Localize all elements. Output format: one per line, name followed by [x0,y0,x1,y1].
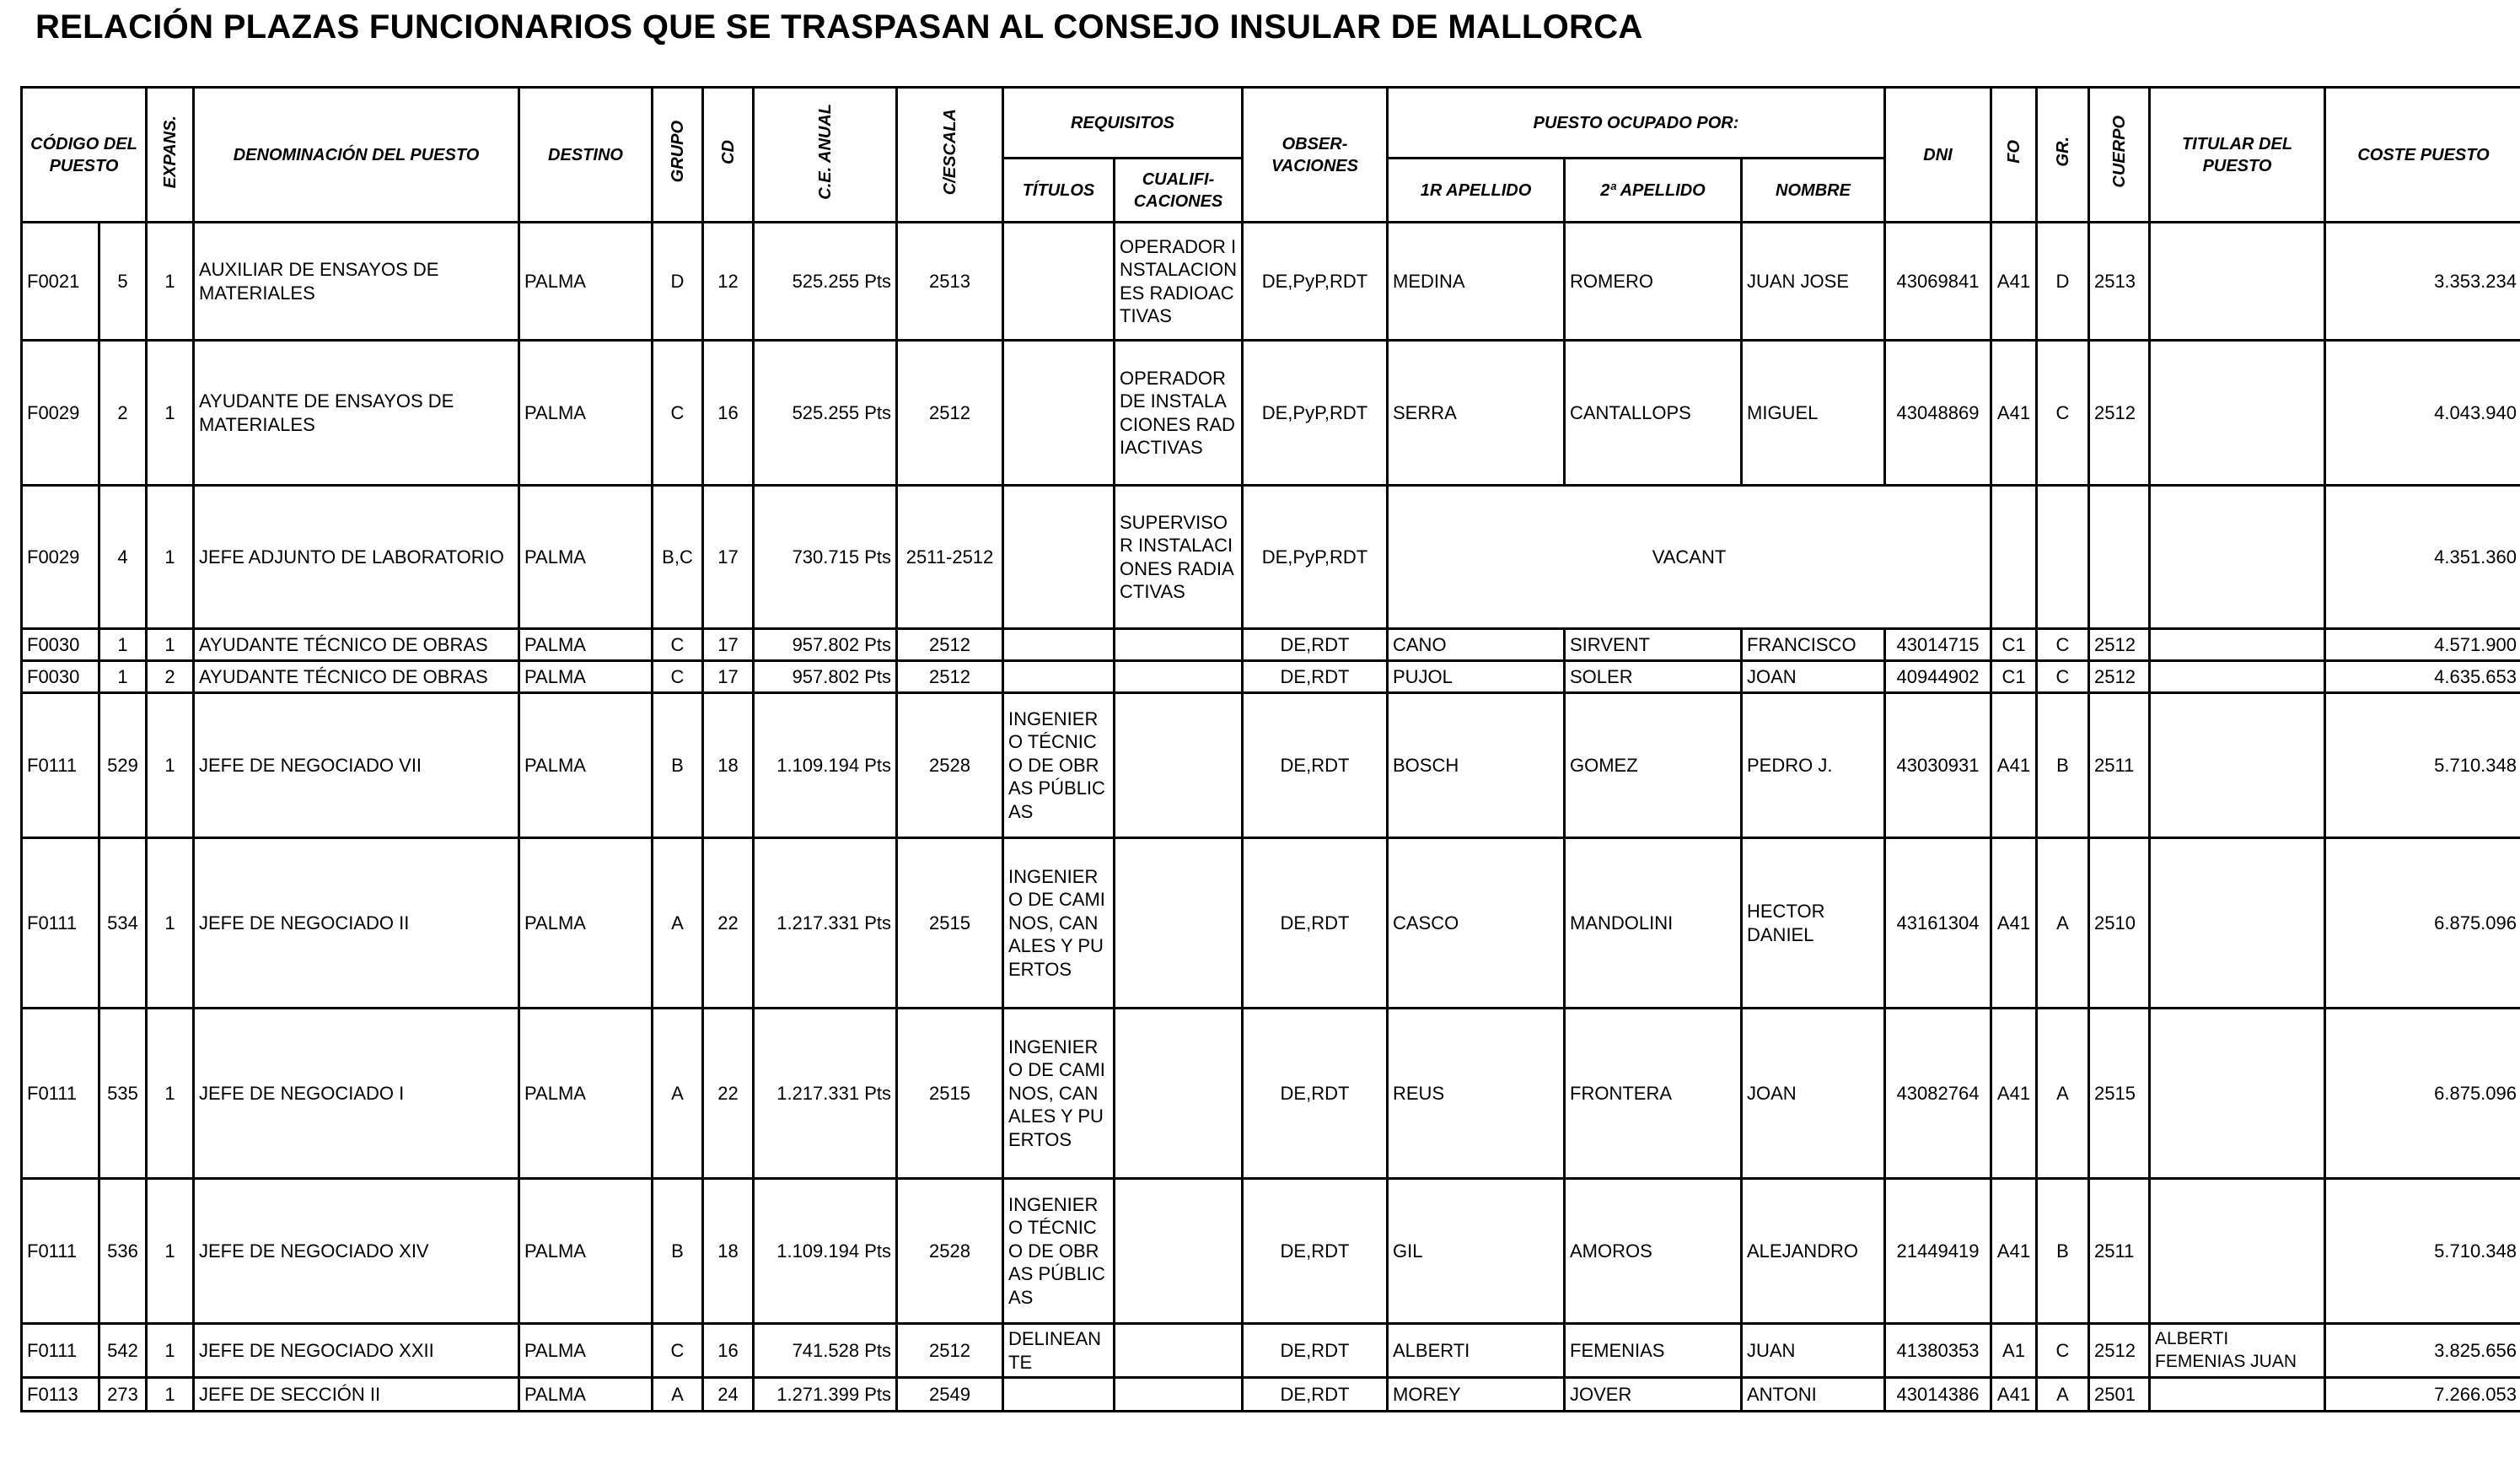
cell-titulos [1003,1378,1115,1412]
cell-codigo: F0111 [22,1009,99,1179]
cell-exp: 1 [147,693,194,838]
cell-fo: A41 [1991,1179,2037,1324]
cell-nombre: JOAN [1742,661,1885,693]
cell-coste: 4.043.940 [2325,341,2520,486]
cell-cuerpo: 2513 [2089,223,2150,341]
table-row [22,1179,2520,1324]
cell-cescala: 2512 [897,661,1003,693]
cell-denominacion: AYUDANTE DE ENSAYOS DE MATERIALES [194,341,519,486]
cell-grupo: D [653,223,703,341]
cell-apellido2: GOMEZ [1565,693,1742,838]
cell-codigo: F0113 [22,1378,99,1412]
cell-codigo: F0111 [22,1179,99,1324]
cell-gr: B [2037,693,2089,838]
cell-apellido2: SIRVENT [1565,629,1742,661]
cell-denominacion: AUXILIAR DE ENSAYOS DE MATERIALES [194,223,519,341]
cell-num: 542 [99,1324,147,1378]
cell-codigo: F0029 [22,486,99,629]
table-row [22,223,2520,341]
cell-destino: PALMA [519,1378,653,1412]
cell-titulos [1003,486,1115,629]
cell-num: 529 [99,693,147,838]
cell-fo: A41 [1991,1009,2037,1179]
cell-denominacion: JEFE DE NEGOCIADO VII [194,693,519,838]
cell-cescala: 2528 [897,693,1003,838]
header-cuerpo: CUERPO [2089,88,2150,223]
cell-dni: 43161304 [1885,838,1991,1009]
cell-observaciones: DE,RDT [1243,838,1388,1009]
cell-cd: 17 [703,486,754,629]
cell-cuerpo: 2512 [2089,629,2150,661]
cell-titulos [1003,661,1115,693]
cell-coste: 5.710.348 [2325,1179,2520,1324]
cell-denominacion: AYUDANTE TÉCNICO DE OBRAS [194,661,519,693]
cell-coste: 6.875.096 [2325,1009,2520,1179]
cell-apellido2: JOVER [1565,1378,1742,1412]
cell-num: 4 [99,486,147,629]
header-apellido1: 1R APELLIDO [1388,159,1565,223]
cell-dni: 21449419 [1885,1179,1991,1324]
cell-apellido2: SOLER [1565,661,1742,693]
header-denominacion: DENOMINACIÓN DEL PUESTO [194,88,519,223]
cell-observaciones: DE,RDT [1243,1009,1388,1179]
cell-cuerpo: 2512 [2089,1324,2150,1378]
cell-nombre: JUAN [1742,1324,1885,1378]
cell-cescala: 2515 [897,1009,1003,1179]
cell-titular [2150,661,2325,693]
cell-nombre: JUAN JOSE [1742,223,1885,341]
positions-table [20,86,2520,1412]
cell-cescala: 2515 [897,838,1003,1009]
cell-num: 1 [99,629,147,661]
cell-num: 1 [99,661,147,693]
cell-destino: PALMA [519,1179,653,1324]
cell-grupo: A [653,1009,703,1179]
cell-exp: 1 [147,486,194,629]
header-observaciones: OBSER-VACIONES [1243,88,1388,223]
cell-titular [2150,223,2325,341]
cell-nombre: ALEJANDRO [1742,1179,1885,1324]
cell-denominacion: JEFE DE NEGOCIADO I [194,1009,519,1179]
cell-nombre: PEDRO J. [1742,693,1885,838]
cell-nombre: JOAN [1742,1009,1885,1179]
cell-apellido1: MOREY [1388,1378,1565,1412]
cell-ce: 957.802 Pts [754,661,897,693]
cell-num: 536 [99,1179,147,1324]
header-cualificaciones: CUALIFI-CACIONES [1115,159,1243,223]
cell-denominacion: JEFE DE NEGOCIADO XXII [194,1324,519,1378]
cell-nombre: MIGUEL [1742,341,1885,486]
cell-cualificaciones: OPERADOR DE INSTALACIONES RADIACTIVAS [1115,341,1243,486]
cell-destino: PALMA [519,1009,653,1179]
cell-gr: A [2037,1378,2089,1412]
cell-fo [1991,486,2037,629]
cell-apellido1: GIL [1388,1179,1565,1324]
cell-dni: 43082764 [1885,1009,1991,1179]
cell-cualificaciones [1115,693,1243,838]
cell-observaciones: DE,RDT [1243,1324,1388,1378]
header-cd: CD [703,88,754,223]
cell-cualificaciones: SUPERVISOR INSTALACIONES RADIACTIVAS [1115,486,1243,629]
cell-destino: PALMA [519,341,653,486]
cell-dni: 43048869 [1885,341,1991,486]
table-row [22,341,2520,486]
cell-titular [2150,1009,2325,1179]
header-dni: DNI [1885,88,1991,223]
cell-cuerpo [2089,486,2150,629]
cell-apellido2: ROMERO [1565,223,1742,341]
cell-apellido2: MANDOLINI [1565,838,1742,1009]
cell-exp: 1 [147,629,194,661]
cell-exp: 1 [147,1179,194,1324]
cell-ce: 1.109.194 Pts [754,1179,897,1324]
cell-fo: C1 [1991,661,2037,693]
cell-coste: 4.571.900 [2325,629,2520,661]
cell-codigo: F0111 [22,693,99,838]
cell-grupo: A [653,838,703,1009]
cell-destino: PALMA [519,1324,653,1378]
cell-nombre: FRANCISCO [1742,629,1885,661]
cell-gr: D [2037,223,2089,341]
cell-fo: A41 [1991,838,2037,1009]
header-titulos: TÍTULOS [1003,159,1115,223]
header-ce-anual: C.E. ANUAL [754,88,897,223]
cell-exp: 1 [147,223,194,341]
cell-ce: 525.255 Pts [754,223,897,341]
cell-gr: C [2037,341,2089,486]
cell-codigo: F0021 [22,223,99,341]
cell-cualificaciones [1115,1324,1243,1378]
cell-gr [2037,486,2089,629]
cell-cualificaciones [1115,629,1243,661]
cell-dni: 43030931 [1885,693,1991,838]
header-nombre: NOMBRE [1742,159,1885,223]
header-expans: EXPANS. [147,88,194,223]
cell-cd: 18 [703,693,754,838]
cell-denominacion: AYUDANTE TÉCNICO DE OBRAS [194,629,519,661]
cell-titulos: INGENIERO DE CAMINOS, CANALES Y PUERTOS [1003,838,1115,1009]
cell-observaciones: DE,PyP,RDT [1243,486,1388,629]
cell-fo: C1 [1991,629,2037,661]
cell-fo: A41 [1991,223,2037,341]
cell-cualificaciones [1115,661,1243,693]
cell-cd: 24 [703,1378,754,1412]
cell-observaciones: DE,RDT [1243,661,1388,693]
cell-observaciones: DE,PyP,RDT [1243,341,1388,486]
cell-coste: 4.635.653 [2325,661,2520,693]
cell-cualificaciones [1115,1378,1243,1412]
cell-dni: 41380353 [1885,1324,1991,1378]
header-cescala: C/ESCALA [897,88,1003,223]
cell-titulos: INGENIERO DE CAMINOS, CANALES Y PUERTOS [1003,1009,1115,1179]
cell-gr: A [2037,838,2089,1009]
cell-titular [2150,1179,2325,1324]
cell-denominacion: JEFE DE SECCIÓN II [194,1378,519,1412]
cell-cuerpo: 2511 [2089,693,2150,838]
cell-cescala: 2511-2512 [897,486,1003,629]
cell-cescala: 2549 [897,1378,1003,1412]
cell-ce: 1.271.399 Pts [754,1378,897,1412]
table-row [22,838,2520,1009]
header-fo: FO [1991,88,2037,223]
cell-dni: 43069841 [1885,223,1991,341]
table-row [22,1324,2520,1378]
cell-titular [2150,341,2325,486]
cell-coste: 4.351.360 [2325,486,2520,629]
cell-exp: 1 [147,1324,194,1378]
cell-destino: PALMA [519,661,653,693]
table-row [22,693,2520,838]
cell-cuerpo: 2510 [2089,838,2150,1009]
cell-titulos: INGENIERO TÉCNICO DE OBRAS PÚBLICAS [1003,1179,1115,1324]
cell-exp: 1 [147,838,194,1009]
cell-apellido2: CANTALLOPS [1565,341,1742,486]
cell-fo: A41 [1991,341,2037,486]
cell-cuerpo: 2515 [2089,1009,2150,1179]
table-row [22,1009,2520,1179]
cell-nombre: ANTONI [1742,1378,1885,1412]
cell-dni: 43014715 [1885,629,1991,661]
cell-exp: 1 [147,1009,194,1179]
cell-coste: 5.710.348 [2325,693,2520,838]
cell-cd: 16 [703,1324,754,1378]
cell-apellido2: AMOROS [1565,1179,1742,1324]
cell-cd: 18 [703,1179,754,1324]
cell-coste: 7.266.053 [2325,1378,2520,1412]
cell-coste: 3.825.656 [2325,1324,2520,1378]
cell-num: 535 [99,1009,147,1179]
cell-cualificaciones [1115,1179,1243,1324]
cell-codigo: F0030 [22,661,99,693]
cell-apellido2: FRONTERA [1565,1009,1742,1179]
page-title: RELACIÓN PLAZAS FUNCIONARIOS QUE SE TRASPASAN AL CONSEJO INSULAR DE MALLORCA [35,8,1643,46]
cell-grupo: A [653,1378,703,1412]
cell-denominacion: JEFE DE NEGOCIADO II [194,838,519,1009]
cell-cd: 22 [703,838,754,1009]
cell-cd: 16 [703,341,754,486]
cell-titular [2150,1378,2325,1412]
cell-titular [2150,693,2325,838]
cell-denominacion: JEFE DE NEGOCIADO XIV [194,1179,519,1324]
cell-num: 273 [99,1378,147,1412]
cell-apellido1: ALBERTI [1388,1324,1565,1378]
cell-num: 534 [99,838,147,1009]
cell-cescala: 2528 [897,1179,1003,1324]
cell-cuerpo: 2512 [2089,341,2150,486]
cell-exp: 1 [147,1378,194,1412]
cell-destino: PALMA [519,838,653,1009]
cell-apellido1: REUS [1388,1009,1565,1179]
cell-vacant: VACANT [1388,486,1991,629]
cell-cualificaciones: OPERADOR INSTALACIONES RADIOACTIVAS [1115,223,1243,341]
cell-destino: PALMA [519,223,653,341]
cell-dni: 43014386 [1885,1378,1991,1412]
header-destino: DESTINO [519,88,653,223]
cell-denominacion: JEFE ADJUNTO DE LABORATORIO [194,486,519,629]
cell-observaciones: DE,RDT [1243,693,1388,838]
cell-gr: A [2037,1009,2089,1179]
table-row [22,661,2520,693]
cell-titulos [1003,341,1115,486]
cell-destino: PALMA [519,693,653,838]
cell-cuerpo: 2501 [2089,1378,2150,1412]
cell-observaciones: DE,RDT [1243,1179,1388,1324]
cell-exp: 2 [147,661,194,693]
cell-codigo: F0029 [22,341,99,486]
cell-ce: 1.109.194 Pts [754,693,897,838]
cell-ce: 957.802 Pts [754,629,897,661]
cell-gr: B [2037,1179,2089,1324]
cell-gr: C [2037,661,2089,693]
cell-ce: 741.528 Pts [754,1324,897,1378]
header-titular: TITULAR DEL PUESTO [2150,88,2325,223]
cell-observaciones: DE,RDT [1243,629,1388,661]
cell-codigo: F0030 [22,629,99,661]
cell-titulos [1003,629,1115,661]
cell-ce: 1.217.331 Pts [754,838,897,1009]
header-codigo: CÓDIGO DEL PUESTO [22,88,147,223]
table-row [22,629,2520,661]
cell-cd: 17 [703,629,754,661]
cell-ce: 730.715 Pts [754,486,897,629]
cell-grupo: B [653,693,703,838]
cell-nombre: HECTOR DANIEL [1742,838,1885,1009]
cell-fo: A1 [1991,1324,2037,1378]
cell-cescala: 2512 [897,1324,1003,1378]
cell-titulos: DELINEANTE [1003,1324,1115,1378]
header-grupo: GRUPO [653,88,703,223]
cell-titular [2150,838,2325,1009]
cell-titulos [1003,223,1115,341]
cell-coste: 6.875.096 [2325,838,2520,1009]
cell-grupo: C [653,1324,703,1378]
cell-exp: 1 [147,341,194,486]
cell-cd: 12 [703,223,754,341]
cell-fo: A41 [1991,1378,2037,1412]
header-puesto-ocupado: PUESTO OCUPADO POR: [1388,88,1885,159]
header-gr: GR. [2037,88,2089,223]
cell-dni: 40944902 [1885,661,1991,693]
cell-codigo: F0111 [22,838,99,1009]
cell-grupo: C [653,341,703,486]
cell-grupo: C [653,629,703,661]
header-apellido2: 2ª APELLIDO [1565,159,1742,223]
cell-grupo: B,C [653,486,703,629]
cell-gr: C [2037,1324,2089,1378]
cell-observaciones: DE,PyP,RDT [1243,223,1388,341]
cell-grupo: B [653,1179,703,1324]
cell-apellido1: MEDINA [1388,223,1565,341]
cell-titular [2150,486,2325,629]
cell-num: 2 [99,341,147,486]
header-coste: COSTE PUESTO [2325,88,2520,223]
cell-cuerpo: 2512 [2089,661,2150,693]
cell-grupo: C [653,661,703,693]
cell-cualificaciones [1115,1009,1243,1179]
cell-ce: 525.255 Pts [754,341,897,486]
cell-observaciones: DE,RDT [1243,1378,1388,1412]
cell-cd: 22 [703,1009,754,1179]
cell-gr: C [2037,629,2089,661]
cell-codigo: F0111 [22,1324,99,1378]
cell-apellido1: CANO [1388,629,1565,661]
cell-titulos: INGENIERO TÉCNICO DE OBRAS PÚBLICAS [1003,693,1115,838]
table-row [22,1378,2520,1412]
header-requisitos: REQUISITOS [1003,88,1243,159]
cell-apellido1: CASCO [1388,838,1565,1009]
cell-destino: PALMA [519,629,653,661]
cell-apellido1: BOSCH [1388,693,1565,838]
cell-apellido1: SERRA [1388,341,1565,486]
cell-coste: 3.353.234 [2325,223,2520,341]
cell-cescala: 2512 [897,341,1003,486]
cell-cualificaciones [1115,838,1243,1009]
cell-destino: PALMA [519,486,653,629]
cell-titular [2150,629,2325,661]
cell-cescala: 2513 [897,223,1003,341]
cell-ce: 1.217.331 Pts [754,1009,897,1179]
cell-fo: A41 [1991,693,2037,838]
cell-cuerpo: 2511 [2089,1179,2150,1324]
cell-cd: 17 [703,661,754,693]
cell-titular: ALBERTI FEMENIAS JUAN [2150,1324,2325,1378]
cell-apellido1: PUJOL [1388,661,1565,693]
cell-num: 5 [99,223,147,341]
cell-apellido2: FEMENIAS [1565,1324,1742,1378]
table-row [22,486,2520,629]
cell-cescala: 2512 [897,629,1003,661]
